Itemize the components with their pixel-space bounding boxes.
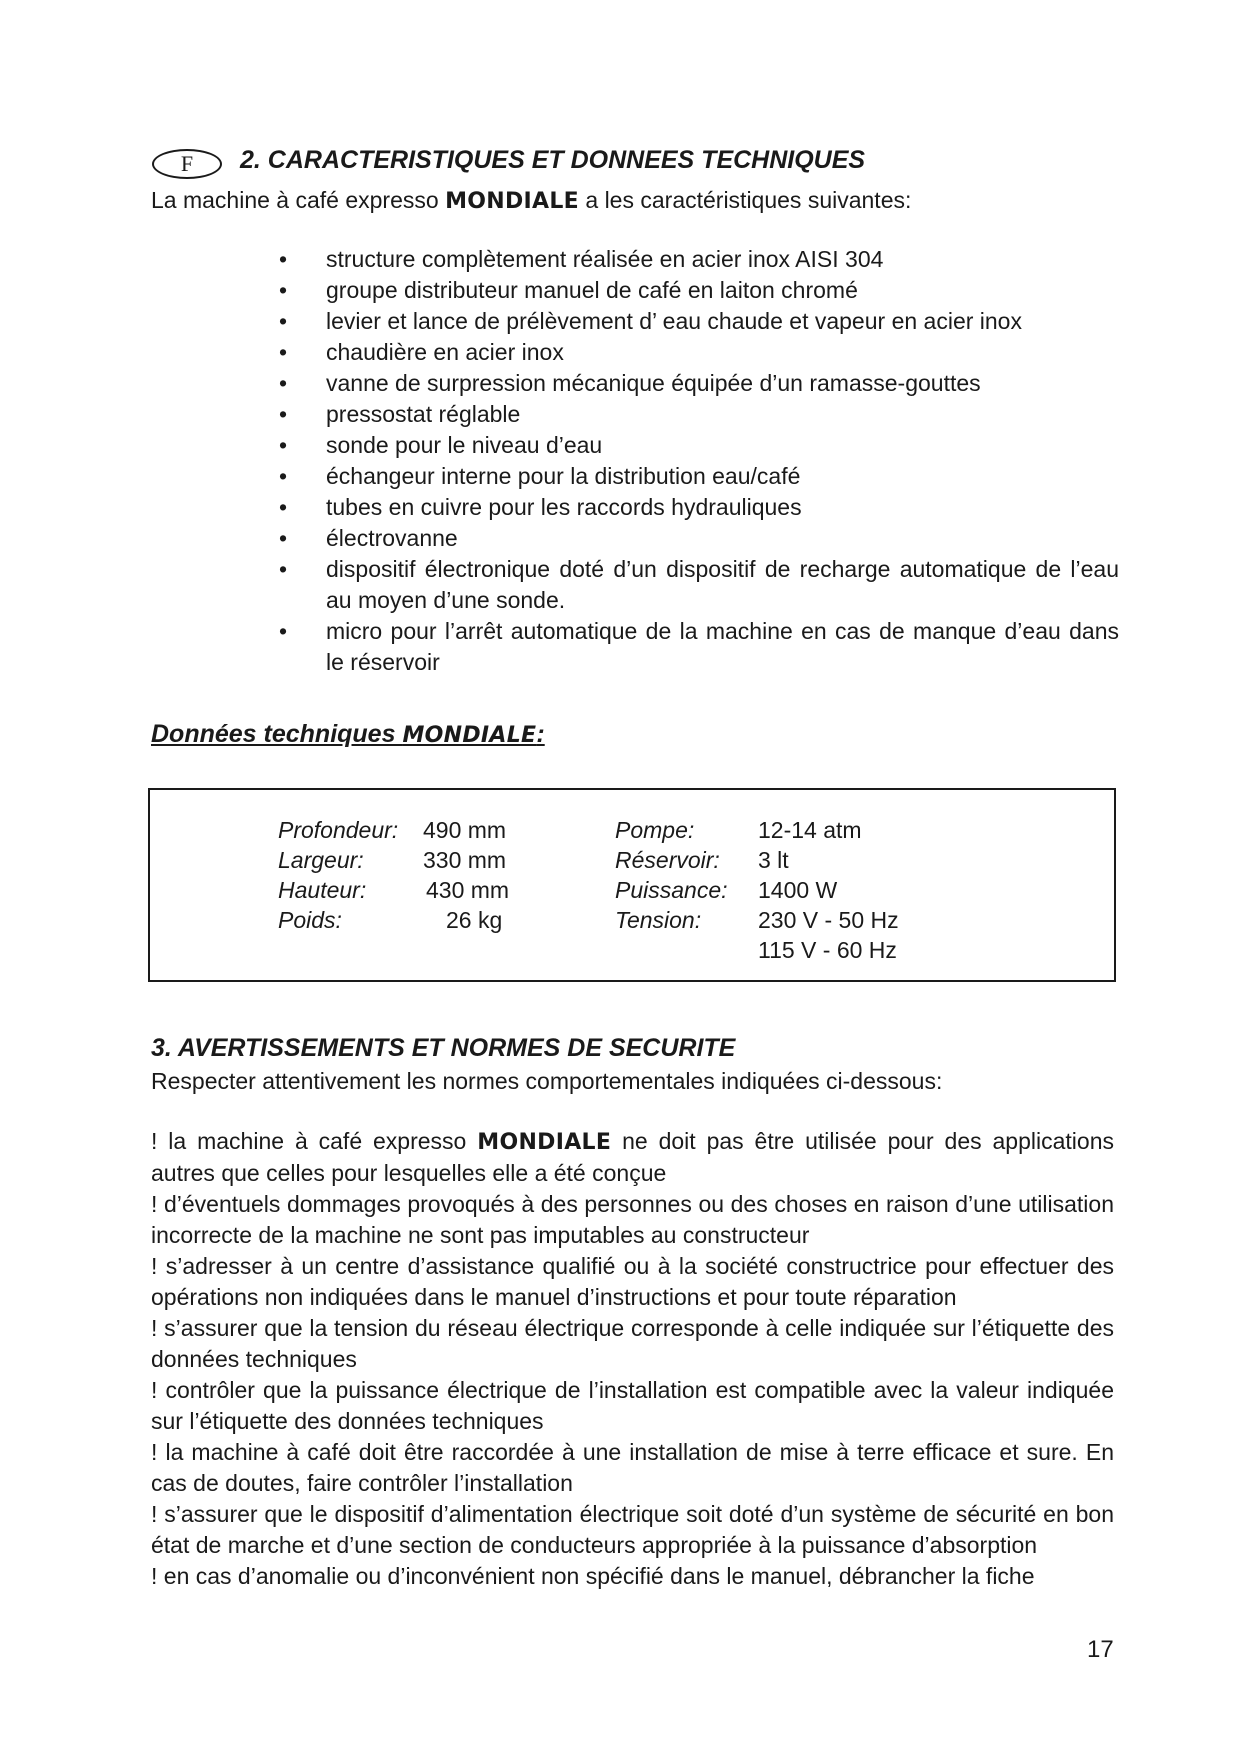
bullet-glyph: • [279,618,288,644]
feature-text: chaudière en acier inox [326,339,564,365]
spec-label: Hauteur: [278,877,367,903]
feature-item [279,492,1119,523]
spec-row-width [278,845,578,875]
feature-item [279,244,1119,275]
bullet-glyph: • [279,556,288,582]
feature-text: vanne de surpression mécanique équipée d’un ramasse-gouttes [326,370,981,396]
intro-text-before: La machine à café expresso [151,187,439,213]
warning-item: ! la machine à café doit être raccordée à une installation de mise à terre efficace et sure. En cas de doutes, faire contrôler l’installation [151,1439,1114,1496]
spec-value: 3 lt [758,847,789,873]
feature-item [279,523,1119,554]
section-3-intro: Respecter attentivement les normes comportementales indiquées ci-dessous: [151,1068,943,1094]
warning-list [151,1126,1114,1592]
feature-item [279,368,1119,399]
tech-heading-brand: MONDIALE [402,723,537,748]
spec-row-tank [615,845,1015,875]
feature-text: sonde pour le niveau d’eau [326,432,603,458]
intro-text-after: a les caractéristiques suivantes: [585,187,912,213]
feature-text: levier et lance de prélèvement d’ eau chaude et vapeur en acier inox [326,308,1022,334]
spec-value: 26 kg [446,907,503,933]
spec-row-depth [278,815,578,845]
feature-item [279,430,1119,461]
feature-text: micro pour l’arrêt automatique de la machine en cas de manque d’eau dans le réservoir [326,618,1119,675]
feature-text: groupe distributeur manuel de café en laiton chromé [326,277,858,303]
warning-item: ! s’adresser à un centre d’assistance qualifié ou à la société constructrice pour effectuer des opérations non indiquées dans le manuel d’instructions et pour toute réparation [151,1253,1114,1310]
spec-value: 1400 W [758,877,838,903]
spec-row-voltage [615,905,1015,935]
spec-label: Profondeur: [278,817,399,843]
bullet-glyph: • [279,463,288,489]
section-2-title: 2. CARACTERISTIQUES ET DONNEES TECHNIQUES [240,146,866,174]
warning-item: ! s’assurer que le dispositif d’alimentation électrique soit doté d’un système de sécurité en bon état de marche et d’une section de conducteurs appropriée à la puissance d’absorption [151,1501,1114,1558]
spec-row-power [615,875,1015,905]
feature-text: échangeur interne pour la distribution eau/café [326,463,801,489]
brand-name: MONDIALE [477,1130,612,1155]
feature-item [279,399,1119,430]
tech-heading-colon: : [536,720,545,748]
spec-value: 330 mm [423,847,507,873]
spec-value: 12-14 atm [758,817,862,843]
bullet-glyph: • [279,525,288,551]
feature-text: structure complètement réalisée en acier inox AISI 304 [326,246,884,272]
language-badge: F [152,149,222,179]
warning-item [151,1126,1114,1189]
section-2-intro [151,185,911,217]
feature-text: dispositif électronique doté d’un dispositif de recharge automatique de l’eau au moyen d’une sonde. [326,556,1119,613]
feature-text: pressostat réglable [326,401,521,427]
warning-text-before: ! la machine à café expresso [151,1128,467,1154]
spec-label: Largeur: [278,847,364,873]
bullet-glyph: • [279,308,288,334]
feature-item [279,554,1119,616]
spec-value: 430 mm [426,877,510,903]
spec-value: 490 mm [423,817,507,843]
bullet-glyph: • [279,370,288,396]
bullet-glyph: • [279,401,288,427]
feature-item [279,616,1119,678]
warning-item: ! d’éventuels dommages provoqués à des personnes ou des choses en raison d’une utilisation incorrecte de la machine ne sont pas imputables au constructeur [151,1191,1114,1248]
warning-item: ! contrôler que la puissance électrique de l’installation est compatible avec la valeur indiquée sur l’étiquette des données techniques [151,1377,1114,1434]
feature-text: tubes en cuivre pour les raccords hydrauliques [326,494,802,520]
bullet-glyph: • [279,432,288,458]
spec-label: Tension: [615,907,702,933]
section-3-title: 3. AVERTISSEMENTS ET NORMES DE SECURITE [151,1034,736,1062]
spec-row-pump [615,815,1015,845]
feature-list [279,244,1119,678]
warning-item: ! s’assurer que la tension du réseau électrique corresponde à celle indiquée sur l’étiquette des données techniques [151,1315,1114,1372]
warning-item: ! en cas d’anomalie ou d’inconvénient non spécifié dans le manuel, débrancher la fiche [151,1563,1035,1589]
spec-value: 230 V - 50 Hz [758,907,899,933]
warning-text-after: ne doit pas être utilisée pour des applications autres que celles pour lesquelles elle a été conçue [151,1128,1114,1186]
tech-heading-text: Données techniques [151,720,396,748]
bullet-glyph: • [279,246,288,272]
feature-item [279,275,1119,306]
bullet-glyph: • [279,339,288,365]
brand-name: MONDIALE [445,189,579,214]
feature-text: électrovanne [326,525,458,551]
bullet-glyph: • [279,277,288,303]
spec-row-height [278,875,578,905]
tech-data-heading [151,720,545,749]
spec-label: Puissance: [615,877,728,903]
bullet-glyph: • [279,494,288,520]
tech-specs-box [148,788,1116,982]
feature-item [279,306,1119,337]
spec-label: Pompe: [615,817,695,843]
feature-item [279,337,1119,368]
spec-row-voltage-alt [615,935,1015,965]
spec-row-weight [278,905,578,935]
page-number: 17 [1087,1636,1114,1663]
feature-item [279,461,1119,492]
spec-value: 115 V - 60 Hz [758,937,897,963]
spec-label: Réservoir: [615,847,720,873]
spec-label: Poids: [278,907,342,933]
